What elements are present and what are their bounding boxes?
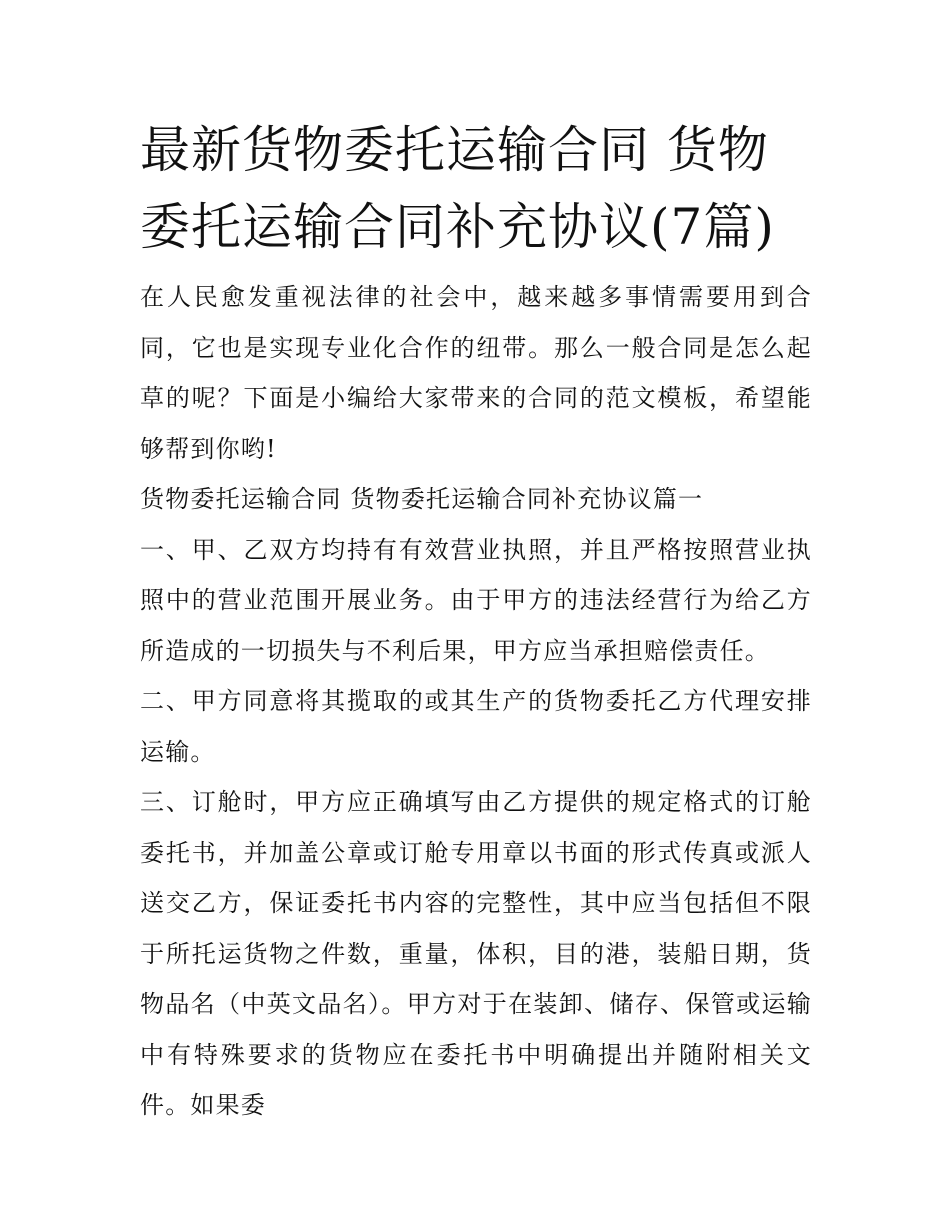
document-title: 最新货物委托运输合同 货物委托运输合同补充协议(7篇)	[140, 121, 775, 256]
intro-paragraph: 在人民愈发重视法律的社会中，越来越多事情需要用到合同，它也是实现专业化合作的纽带。那么一般合同是怎么起草的呢？下面是小编给大家带来的合同的范文模板，希望能够帮到你哟!	[140, 283, 812, 463]
clause-3-paragraph: 三、订舱时，甲方应正确填写由乙方提供的规定格式的订舱委托书，并加盖公章或订舱专用章以书面的形式传真或派人送交乙方，保证委托书内容的完整性，其中应当包括但不限于所托运货物之件数，重量，体积，目的港，装船日期，货物品名（中英文品名）。甲方对于在装卸、储存、保管或运输中有特殊要求的货物应在委托书中明确提出并随附相关文件。如果委	[140, 788, 812, 1119]
section-heading: 货物委托运输合同 货物委托运输合同补充协议篇一	[140, 485, 704, 513]
clause-2-paragraph: 二、甲方同意将其揽取的或其生产的货物委托乙方代理安排运输。	[140, 687, 812, 766]
clause-1-paragraph: 一、甲、乙双方均持有有效营业执照，并且严格按照营业执照中的营业范围开展业务。由于甲方的违法经营行为给乙方所造成的一切损失与不利后果，甲方应当承担赔偿责任。	[140, 535, 812, 665]
document-page	[140, 112, 812, 1131]
